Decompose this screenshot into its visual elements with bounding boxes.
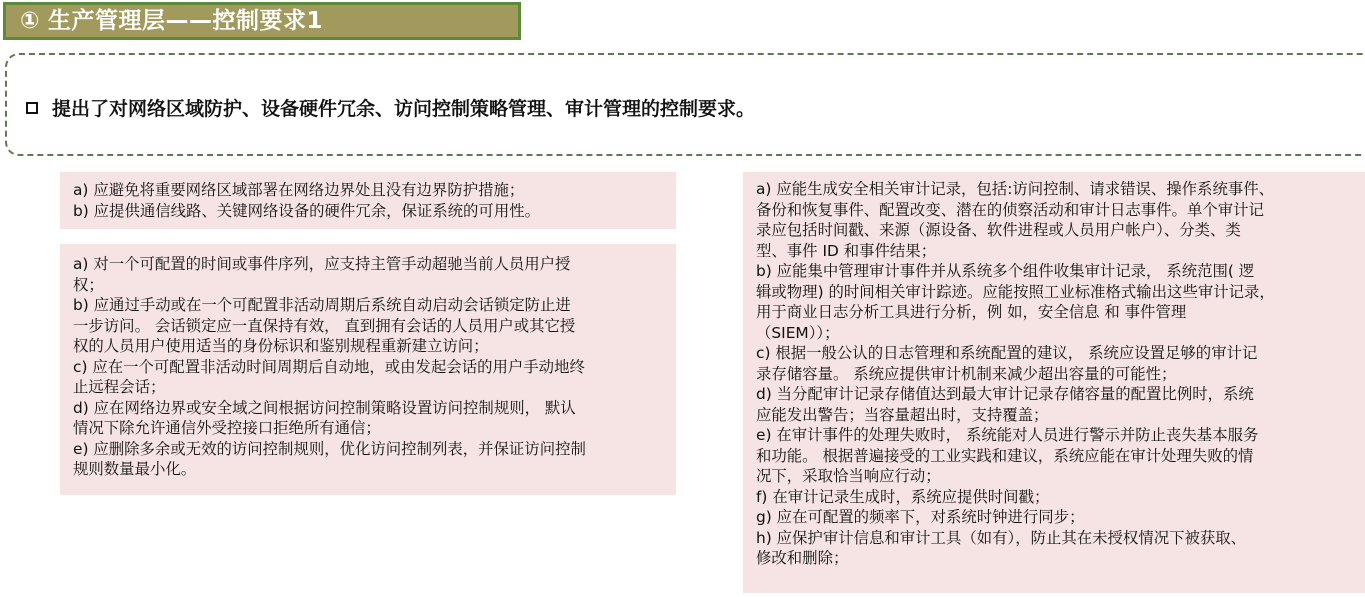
requirement-line: 一步访问。 会话锁定应一直保持有效， 直到拥有会话的人员用户或其它授	[73, 316, 576, 335]
boundary-protection-box	[60, 172, 676, 229]
requirement-line: h) 应保护审计信息和审计工具（如有），防止其在未授权情况下被获取、	[756, 528, 1247, 547]
summary-line	[26, 94, 755, 121]
requirement-line: 录存储容量。 系统应提供审计机制来减少超出容量的可能性；	[756, 364, 1177, 383]
requirement-line: a) 对一个可配置的时间或事件序列，应支持主管手动超驰当前人员用户授	[73, 255, 571, 273]
requirement-line: 修改和删除；	[756, 549, 849, 567]
requirement-line: 止远程会话；	[73, 378, 166, 396]
requirement-line: a) 应避免将重要网络区域部署在网络边界处且没有边界防护措施；	[73, 181, 525, 199]
requirement-line: 况下，采取恰当响应行动；	[756, 467, 941, 485]
requirement-line: e) 应删除多余或无效的访问控制规则，优化访问控制列表，并保证访问控制	[73, 439, 586, 458]
requirement-line: 型、事件 ID 和事件结果；	[756, 241, 937, 260]
requirement-line: 辑或物理) 的时间相关审计踪迹。应能按照工业标准格式输出这些审计记录，	[756, 282, 1275, 301]
requirement-line: （SIEM））；	[756, 323, 840, 342]
requirement-line: b) 应能集中管理审计事件并从系统多个组件收集审计记录， 系统范围( 逻	[756, 262, 1255, 280]
requirement-line: 备份和恢复事件、配置改变、潜在的侦察活动和审计日志事件。单个审计记	[756, 200, 1264, 219]
requirement-line: 情况下除允许通信外受控接口拒绝所有通信；	[73, 419, 381, 437]
section-title: 生产管理层——控制要求1	[47, 8, 323, 34]
summary-text: 提出了对网络区域防护、设备硬件冗余、访问控制策略管理、审计管理的控制要求。	[52, 98, 756, 120]
requirement-line: a) 应能生成安全相关审计记录，包括:访问控制、请求错误、操作系统事件、	[756, 180, 1275, 198]
requirement-line: 权的人员用户使用适当的身份标识和鉴别规程重新建立访问；	[73, 337, 489, 355]
requirement-line: b) 应提供通信线路、关键网络设备的硬件冗余，保证系统的可用性。	[73, 201, 540, 220]
requirement-line: 应能发出警告；当容量超出时，支持覆盖；	[756, 405, 1049, 424]
requirement-line: c) 应在一个可配置非活动时间周期后自动地，或由发起会话的用户手动地终	[73, 357, 585, 376]
requirement-line: e) 在审计事件的处理失败时， 系统能对人员进行警示并防止丧失基本服务	[756, 426, 1259, 444]
requirement-line: d) 当分配审计记录存储值达到最大审计记录存储容量的配置比例时，系统	[756, 385, 1254, 403]
requirement-line: 用于商业日志分析工具进行分析，例 如，安全信息 和 事件管理	[756, 303, 1187, 321]
requirement-line: f) 在审计记录生成时，系统应提供时间戳；	[756, 487, 1050, 506]
audit-management-box	[743, 172, 1365, 593]
requirement-line: b) 应通过手动或在一个可配置非活动周期后系统自动启动会话锁定防止进	[73, 296, 571, 314]
requirement-line: g) 应在可配置的频率下，对系统时钟进行同步；	[756, 508, 1085, 526]
requirement-line: c) 根据一般公认的日志管理和系统配置的建议， 系统应设置足够的审计记	[756, 344, 1258, 362]
requirement-line: 规则数量最小化。	[73, 460, 197, 478]
requirement-line: 权；	[73, 275, 104, 294]
section-number: ①	[20, 8, 40, 34]
access-control-box	[60, 244, 676, 495]
requirement-line: 录应包括时间戳、来源（源设备、软件进程或人员用户帐户）、分类、类	[756, 221, 1241, 239]
section-title-bar	[3, 2, 521, 40]
square-bullet-icon	[26, 102, 38, 114]
requirement-line: 和功能。 根据普遍接受的工业实践和建议，系统应能在审计处理失败的情	[756, 446, 1254, 465]
requirement-line: d) 应在网络边界或安全域之间根据访问控制策略设置访问控制规则， 默认	[73, 398, 576, 417]
